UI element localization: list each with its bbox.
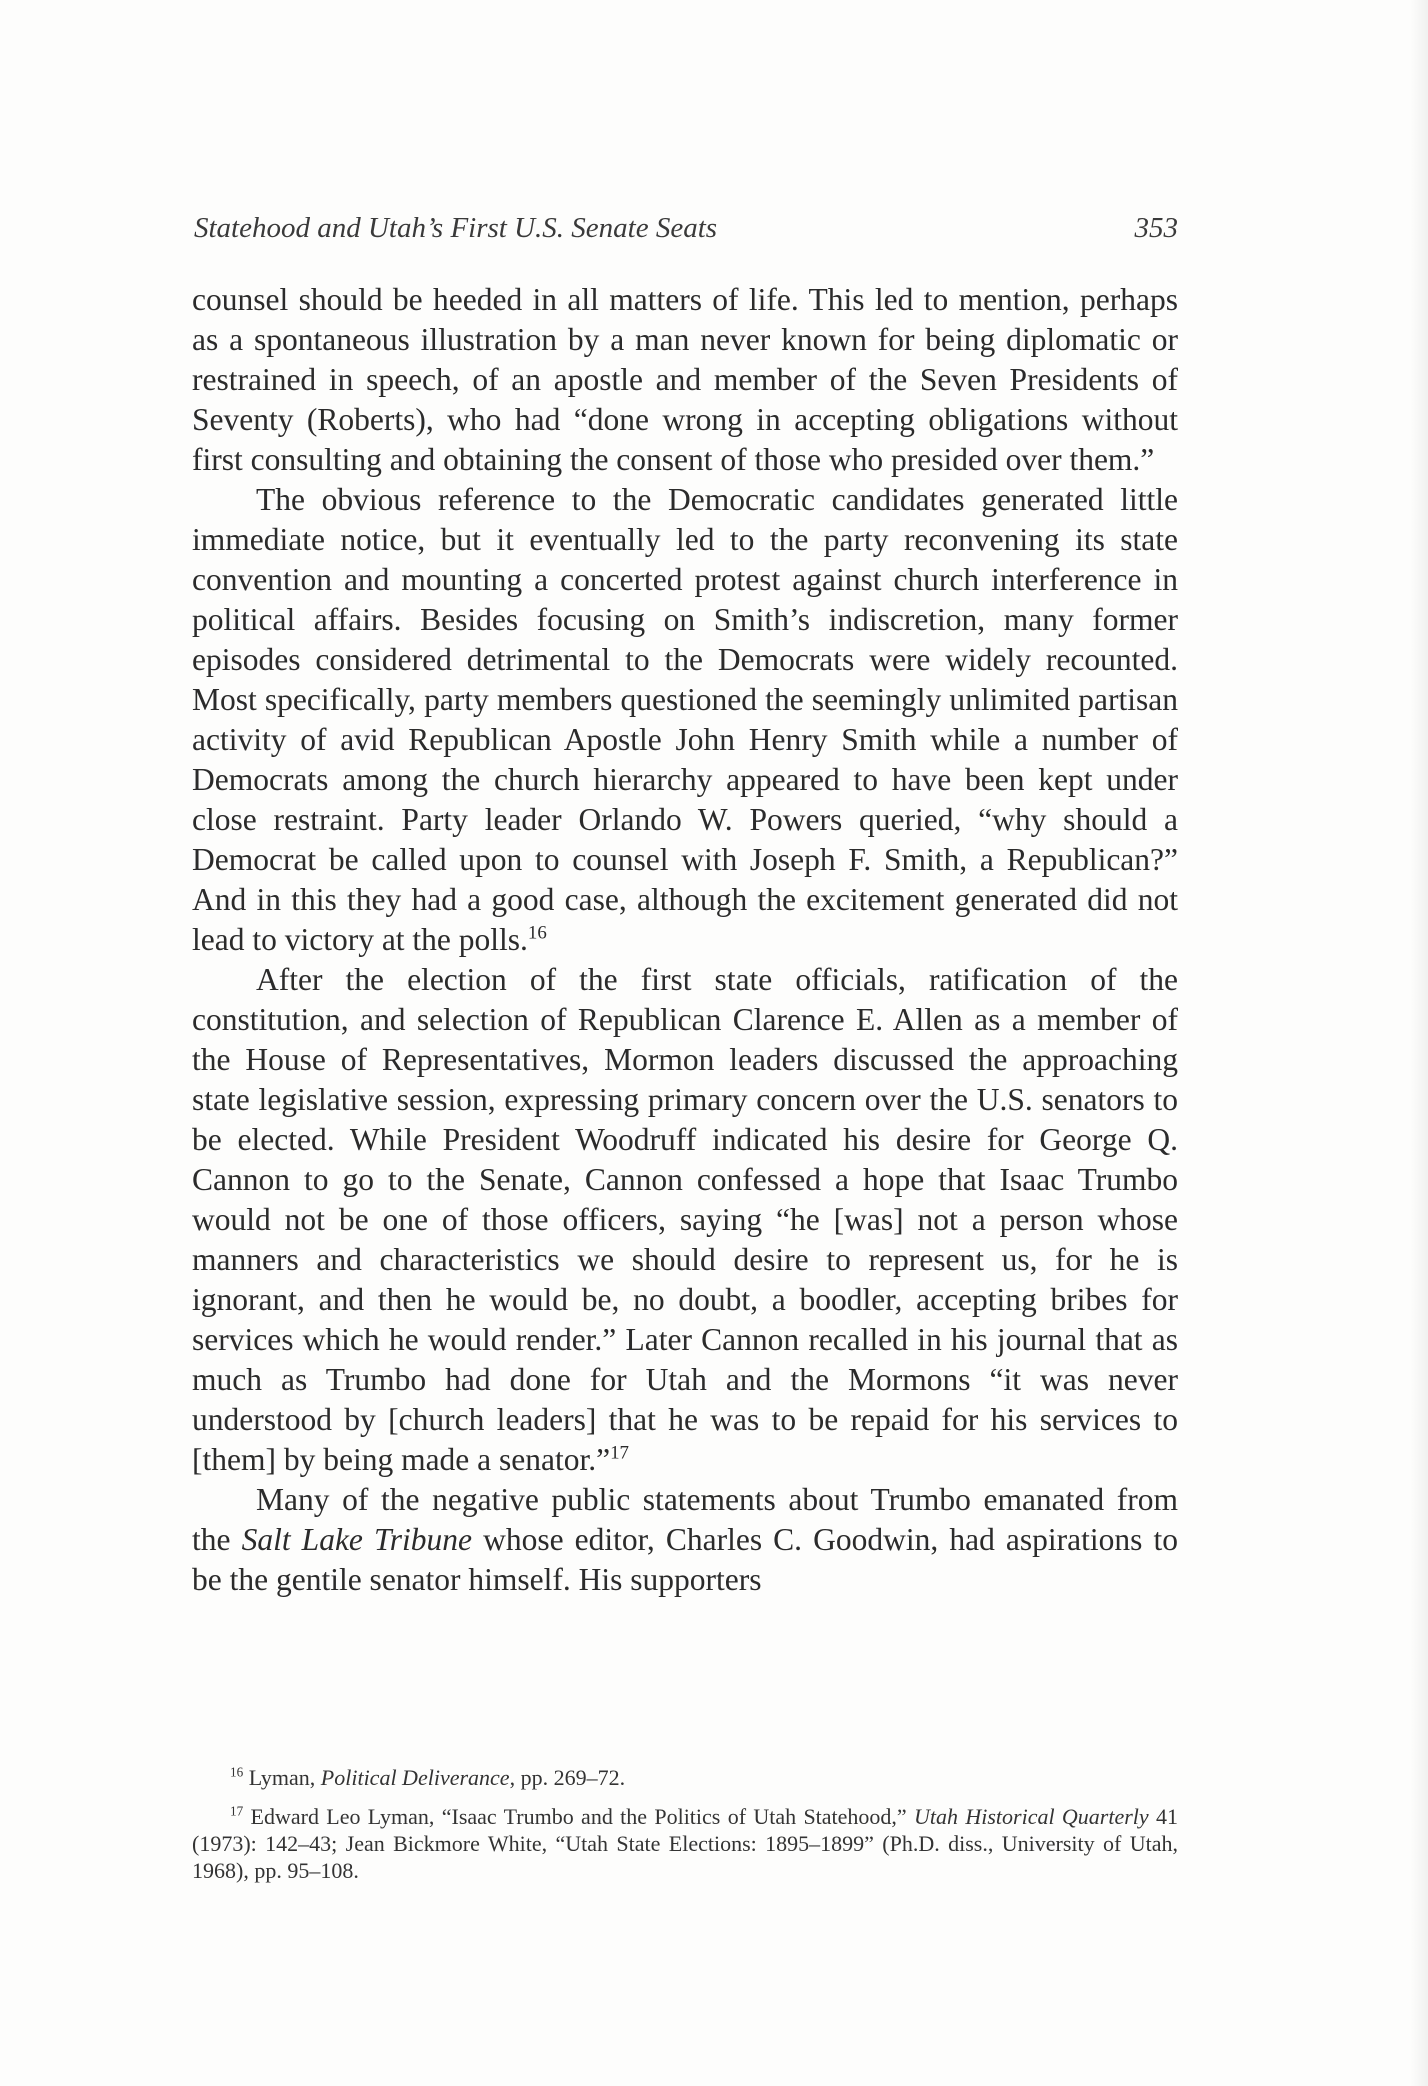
running-head xyxy=(194,212,1178,256)
footnotes xyxy=(192,1764,1178,1896)
footnote-16-text-b: , pp. 269–72. xyxy=(509,1765,626,1790)
running-head-title: Statehood and Utah’s First U.S. Senate Seats xyxy=(194,212,718,244)
footnote-17-journal-title: Utah Historical Quarterly xyxy=(914,1804,1149,1829)
paragraph-4 xyxy=(192,1480,1178,1600)
footnote-16-text-a: Lyman, xyxy=(248,1765,321,1790)
paragraph-2-text: The obvious reference to the Democratic candidates generated little immediate notice, but it eventually led to the party reconvening its state convention and mounting a concerted protest against church interference in political affairs. Besides focusing on Smith’s indiscretion, many former episodes considered detrimental to the Democrats were widely recounted. Most specifically, party members questioned the seemingly unlimited partisan activity of avid Republican Apostle John Henry Smith while a number of Democrats among the church hierarchy appeared to have been kept under close restraint. Party leader Orlando W. Powers queried, “why should a Democrat be called upon to counsel with Joseph F. Smith, a Republican?” And in this they had a good case, although the excitement generated did not lead to victory at the polls. xyxy=(192,482,1178,957)
paragraph-1-text: counsel should be heeded in all matters of life. This led to mention, perhaps as a spontaneous illustration by a man never known for being diplomatic or restrained in speech, of an apostle and member of the Seven Presidents of Seventy (Roberts), who had “done wrong in accepting obligations without first consulting and obtaining the consent of those who presided over them.” xyxy=(192,282,1178,477)
footnote-16-book-title: Political Deliverance xyxy=(320,1765,510,1790)
footnote-16-number: 16 xyxy=(230,1764,244,1780)
paragraph-3 xyxy=(192,960,1178,1480)
paragraph-4-text-a: Many of the negative public statements about Trumbo emanated from the xyxy=(192,1482,1178,1557)
footnote-17-number: 17 xyxy=(230,1803,244,1819)
newspaper-title: Salt Lake Tribune xyxy=(241,1522,473,1557)
paragraph-3-text: After the election of the first state officials, ratification of the constitution, and selection of Republican Clarence E. Allen as a member of the House of Representatives, Mormon leaders discussed the approaching state legislative session, expressing primary concern over the U.S. senators to be elected. While President Woodruff indicated his desire for George Q. Cannon to go to the Senate, Cannon confessed a hope that Isaac Trumbo would not be one of those officers, saying “he [was] not a person whose manners and characteristics we should desire to represent us, for he is ignorant, and then he would be, no doubt, a boodler, accepting bribes for services which he would render.” Later Cannon recalled in his journal that as much as Trumbo had done for Utah and the Mormons “it was never understood by [church leaders] that he was to be repaid for his services to [them] by being made a senator.” xyxy=(192,962,1178,1477)
page-number: 353 xyxy=(1134,212,1178,244)
paragraph-2 xyxy=(192,480,1178,960)
footnote-17-text-b: 41 (1973): 142–43; Jean Bickmore White, “Utah State Elections: 1895–1899” (Ph.D. diss., University of Utah, 1968), pp. 95–108. xyxy=(192,1804,1179,1883)
page-edge-shadow xyxy=(1410,0,1428,2086)
body-text xyxy=(192,280,1178,1600)
footnote-17 xyxy=(192,1803,1178,1884)
footnote-ref-17: 17 xyxy=(610,1442,629,1464)
footnote-16 xyxy=(192,1764,1178,1791)
footnote-17-text-a: Edward Leo Lyman, “Isaac Trumbo and the Politics of Utah Statehood,” xyxy=(250,1804,915,1829)
paragraph-4-text-b: whose editor, Charles C. Goodwin, had aspirations to be the gentile senator himself. His supporters xyxy=(192,1522,1178,1597)
footnote-ref-16: 16 xyxy=(527,922,547,944)
paragraph-1 xyxy=(192,280,1178,480)
